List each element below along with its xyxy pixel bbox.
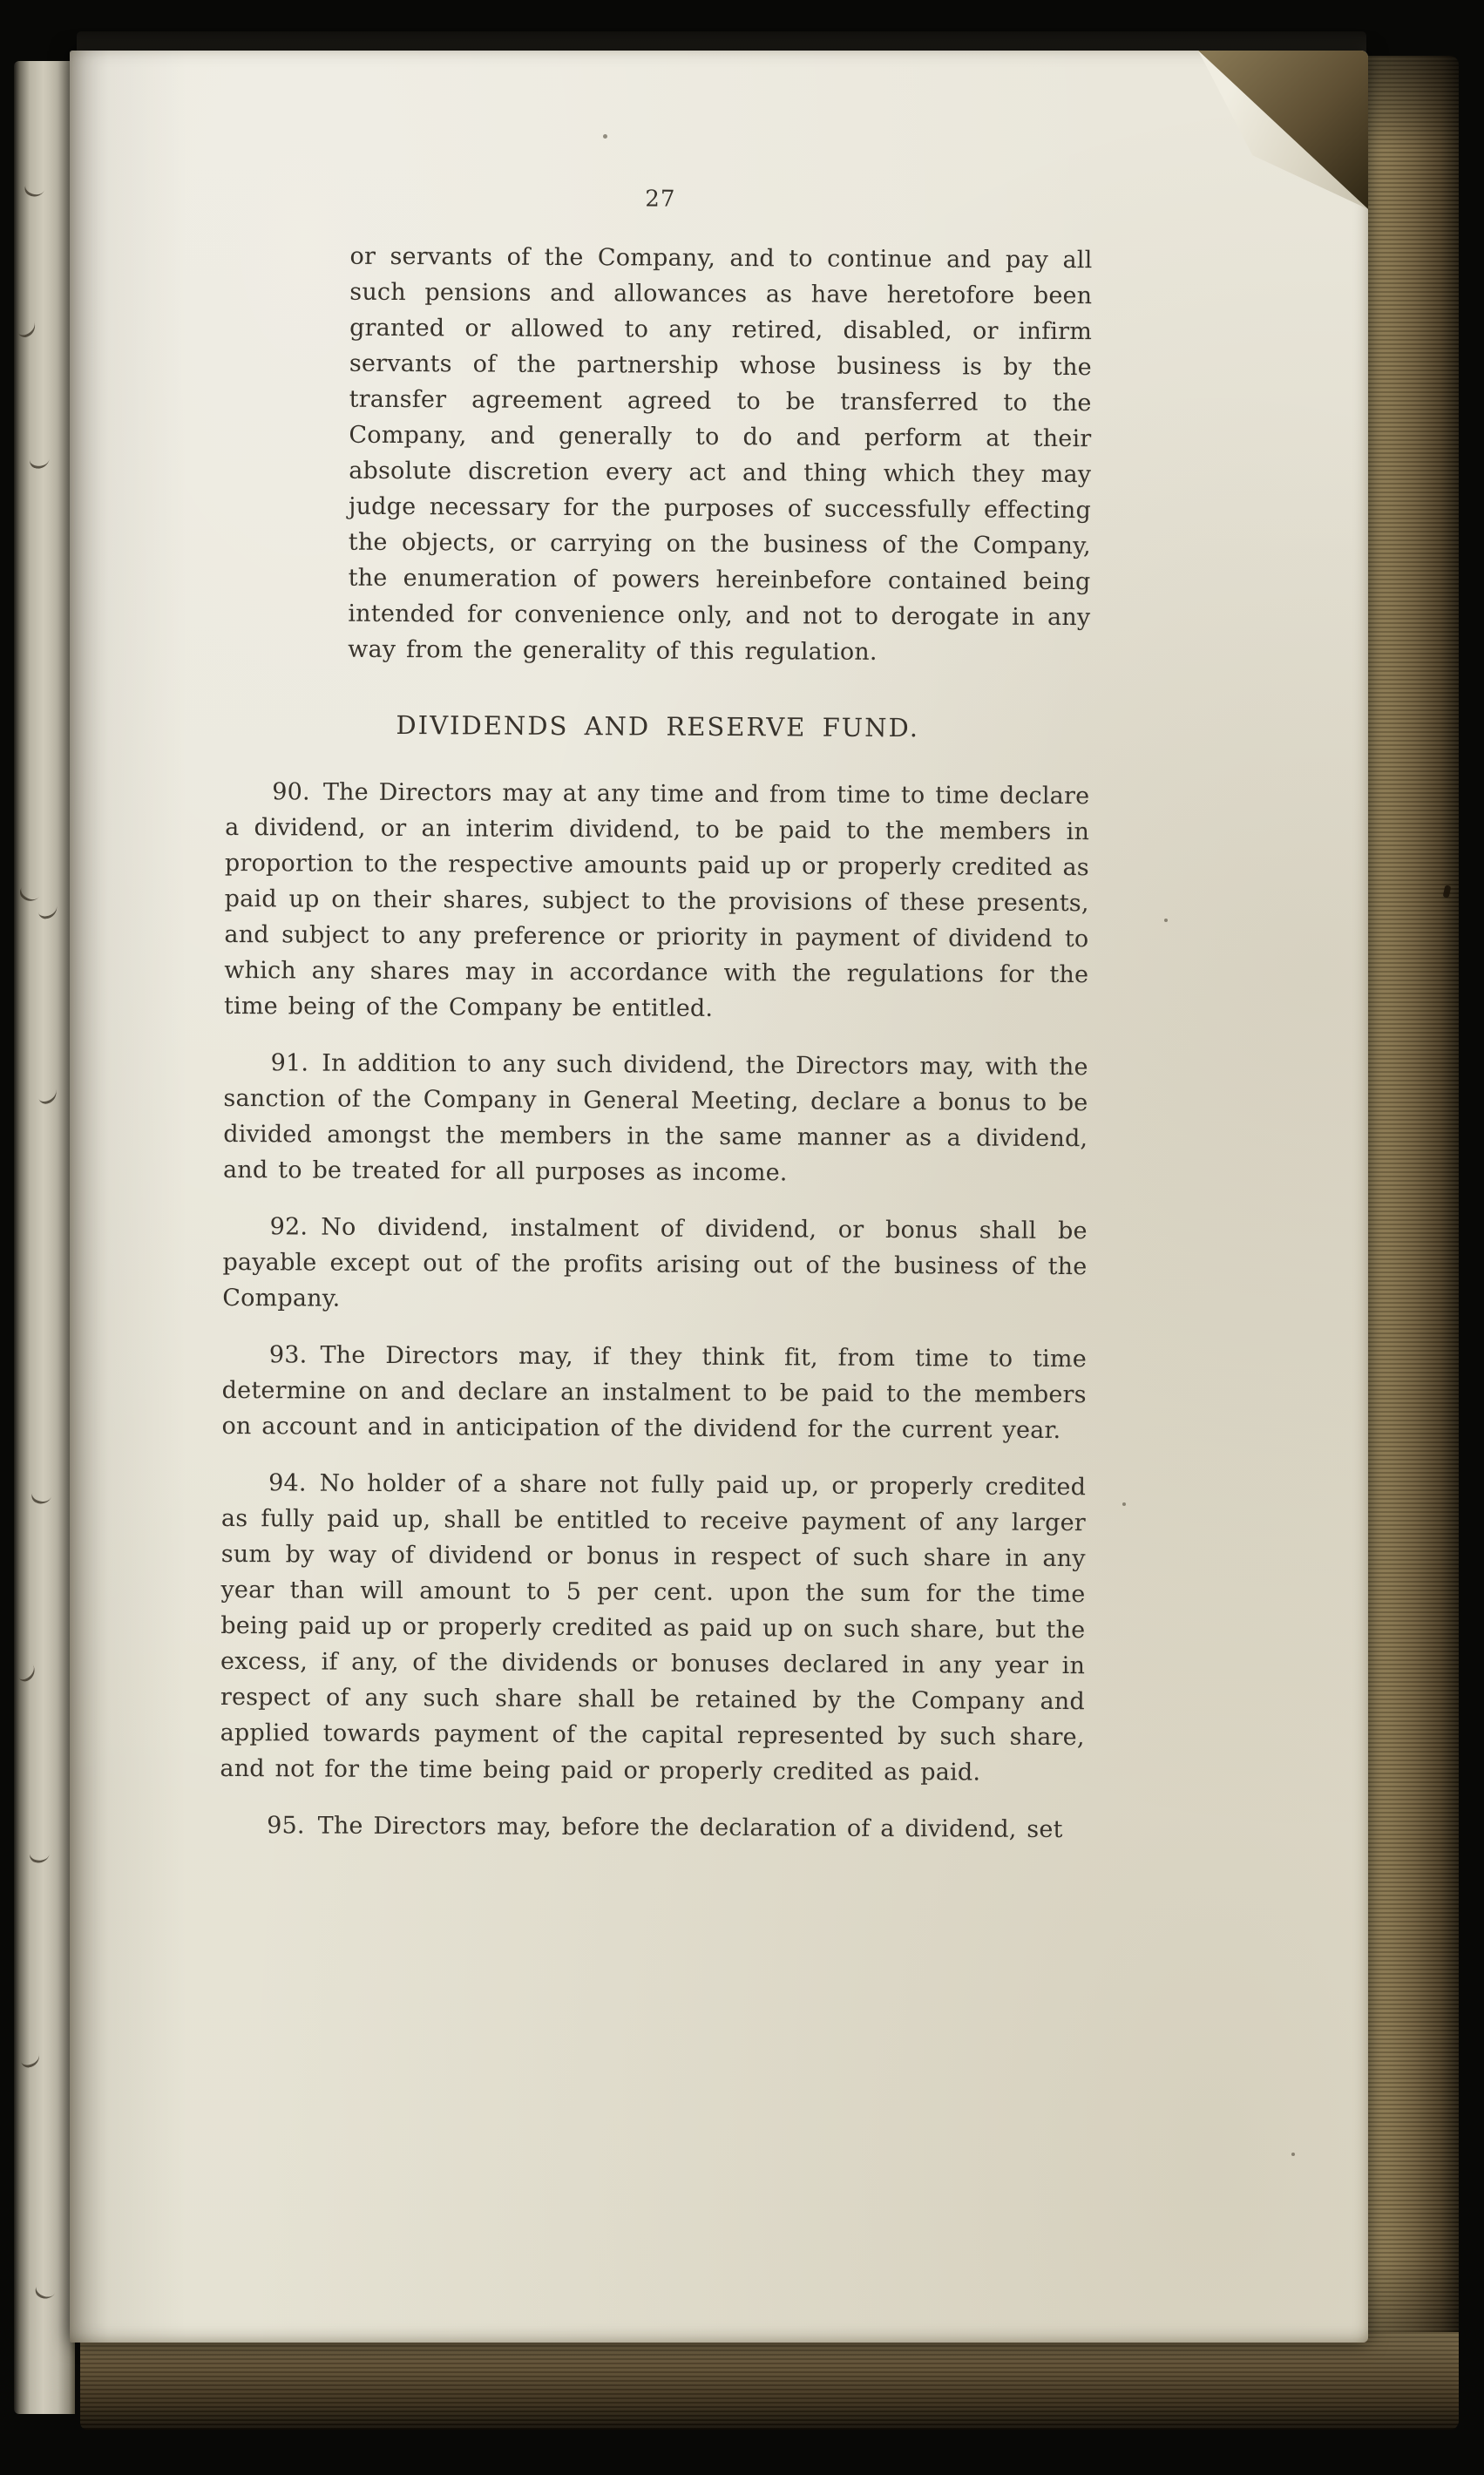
clause-93 (221, 1337, 1087, 1448)
ink-mark (30, 1487, 53, 1508)
page-number: 27 (645, 186, 676, 213)
speck (603, 134, 607, 139)
clause-95 (220, 1807, 1084, 1848)
clause-91 (223, 1045, 1088, 1192)
clause-number: 95. (267, 1812, 305, 1840)
clause-number: 93. (268, 1341, 308, 1369)
clause-text: The Directors may, if they think fit, from time to time determine on and declare an instalment to be paid to the members on account and in anticipation of the dividend for the current year. (221, 1341, 1088, 1445)
clause-number: 90. (272, 778, 310, 806)
ink-mark (28, 1848, 50, 1866)
page-text (220, 180, 1093, 1868)
clause-text: The Directors may, before the declaration of a dividend, set (317, 1812, 1063, 1844)
section-heading: DIVIDENDS AND RESERVE FUND. (396, 710, 920, 743)
ink-mark (23, 180, 46, 200)
speck (1164, 919, 1168, 922)
ink-mark (29, 453, 50, 471)
ink-mark (15, 1663, 38, 1685)
binding-gutter (14, 61, 75, 2414)
page-stack-fore-edge (1352, 56, 1459, 2423)
clause-92 (222, 1209, 1088, 1320)
clause-number: 94. (268, 1469, 307, 1497)
clause-94 (220, 1465, 1086, 1791)
clause-number: 91. (270, 1049, 309, 1077)
ink-mark (37, 1087, 59, 1105)
page-stack-bottom-edge (80, 2332, 1459, 2430)
clause-90 (224, 774, 1089, 1028)
clause-text: No dividend, instalment of dividend, or bonus shall be payable except out of the profits arising out of the business of the Company. (222, 1213, 1088, 1312)
ink-mark (20, 2051, 41, 2069)
clause-number: 92. (269, 1213, 308, 1241)
continuation-paragraph: or servants of the Company, and to continue and pay all such pensions and allowances as have heretofore been granted or allowed to any retired, disabled, or infirm servants of the partnership whose business is by the transfer agreement agreed to be transferred to the Company, and generally to do and perform at their absolute discretion every act and thing which they may judge necessary for the purposes of successfully effecting the objects, or carrying on the business of the Company, the enumeration of powers hereinbefore contained being intended for convenience only, and not to derogate in any way from the generality of this regulation. (348, 242, 1093, 666)
ink-mark (32, 2281, 56, 2303)
clause-text: No holder of a share not fully paid up, or properly credited as fully paid up, shall be entitled to receive payment of any larger sum by way of dividend or bonus in respect of such share in any year than will amount to 5 per cent. upon the sum for the time being paid up or properly credited as paid up on such share, but the excess, if any, of the dividends or bonuses declared in any year in respect of any such share shall be retained by the Company and applied towards payment of the capital represented by such share, and not for the time being paid or properly credited as paid. (220, 1469, 1087, 1787)
document-page (70, 51, 1368, 2343)
clause-text: The Directors may at any time and from time to time declare a dividend, or an interim dividend, to be paid to the members in proportion to the respective amounts paid up or properly credited as paid up on their shares, subject to the provisions of these presents, and subject to any preference or priority in payment of dividend to which any shares may in accordance with the regulations for the time being of the Company be entitled. (223, 778, 1090, 1022)
ink-mark (16, 319, 38, 339)
ink-mark (37, 904, 58, 920)
clause-text: In addition to any such dividend, the Directors may, with the sanction of the Company in General Meeting, declare a bonus to be divided amongst the members in the same manner as a dividend, and to be treated for all purposes as income. (222, 1049, 1088, 1187)
speck (1122, 1502, 1126, 1506)
fore-edge-mark (1443, 885, 1452, 898)
ink-mark (17, 883, 40, 906)
speck (1291, 2153, 1295, 2156)
